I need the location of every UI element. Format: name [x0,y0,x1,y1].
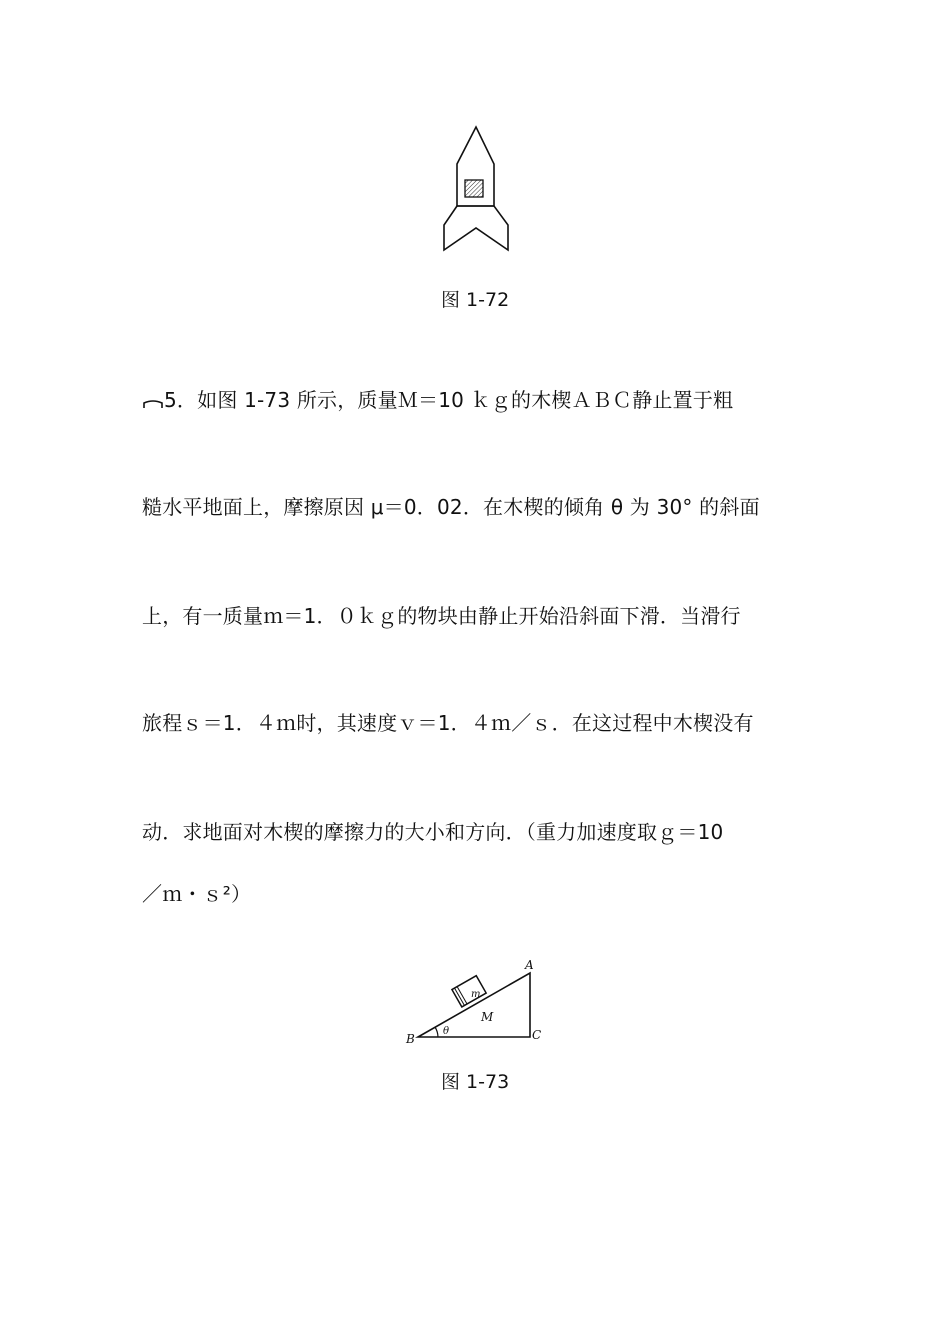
label-B: B [406,1032,415,1046]
figure-2-caption: 图 1-73 [441,1071,510,1093]
rocket-window [465,180,483,197]
rocket-tail [444,206,508,250]
angle-arc [435,1027,438,1037]
label-C: C [532,1028,542,1042]
question-marker-icon [142,388,164,412]
question-text-1: 5．如图 1-73 所示，质量Ｍ＝10 ｋｇ的木楔ＡＢＣ静止置于粗 [164,388,734,412]
rocket-figure [437,122,515,257]
question-line-1 [142,388,733,412]
wedge-figure [402,955,552,1047]
question-line-4: 旅程ｓ＝1．４ｍ时，其速度ｖ＝1．４ｍ／ｓ．在这过程中木楔没有 [142,711,754,735]
question-line-5: 动．求地面对木楔的摩擦力的大小和方向．（重力加速度取ｇ＝10 [142,820,724,844]
question-line-2: 糙水平地面上，摩擦原因 μ＝0．02．在木楔的倾角 θ 为 30° 的斜面 [142,495,760,519]
block-m [452,976,486,1007]
question-line-3: 上，有一质量ｍ＝1．０ｋｇ的物块由静止开始沿斜面下滑．当滑行 [142,604,741,628]
figure-1-caption: 图 1-72 [441,289,510,311]
label-M: M [481,1010,494,1024]
label-theta: θ [443,1026,450,1037]
label-m: m [471,989,481,1000]
question-line-6: ／ｍ・ｓ²） [142,882,252,906]
label-A: A [525,958,534,972]
